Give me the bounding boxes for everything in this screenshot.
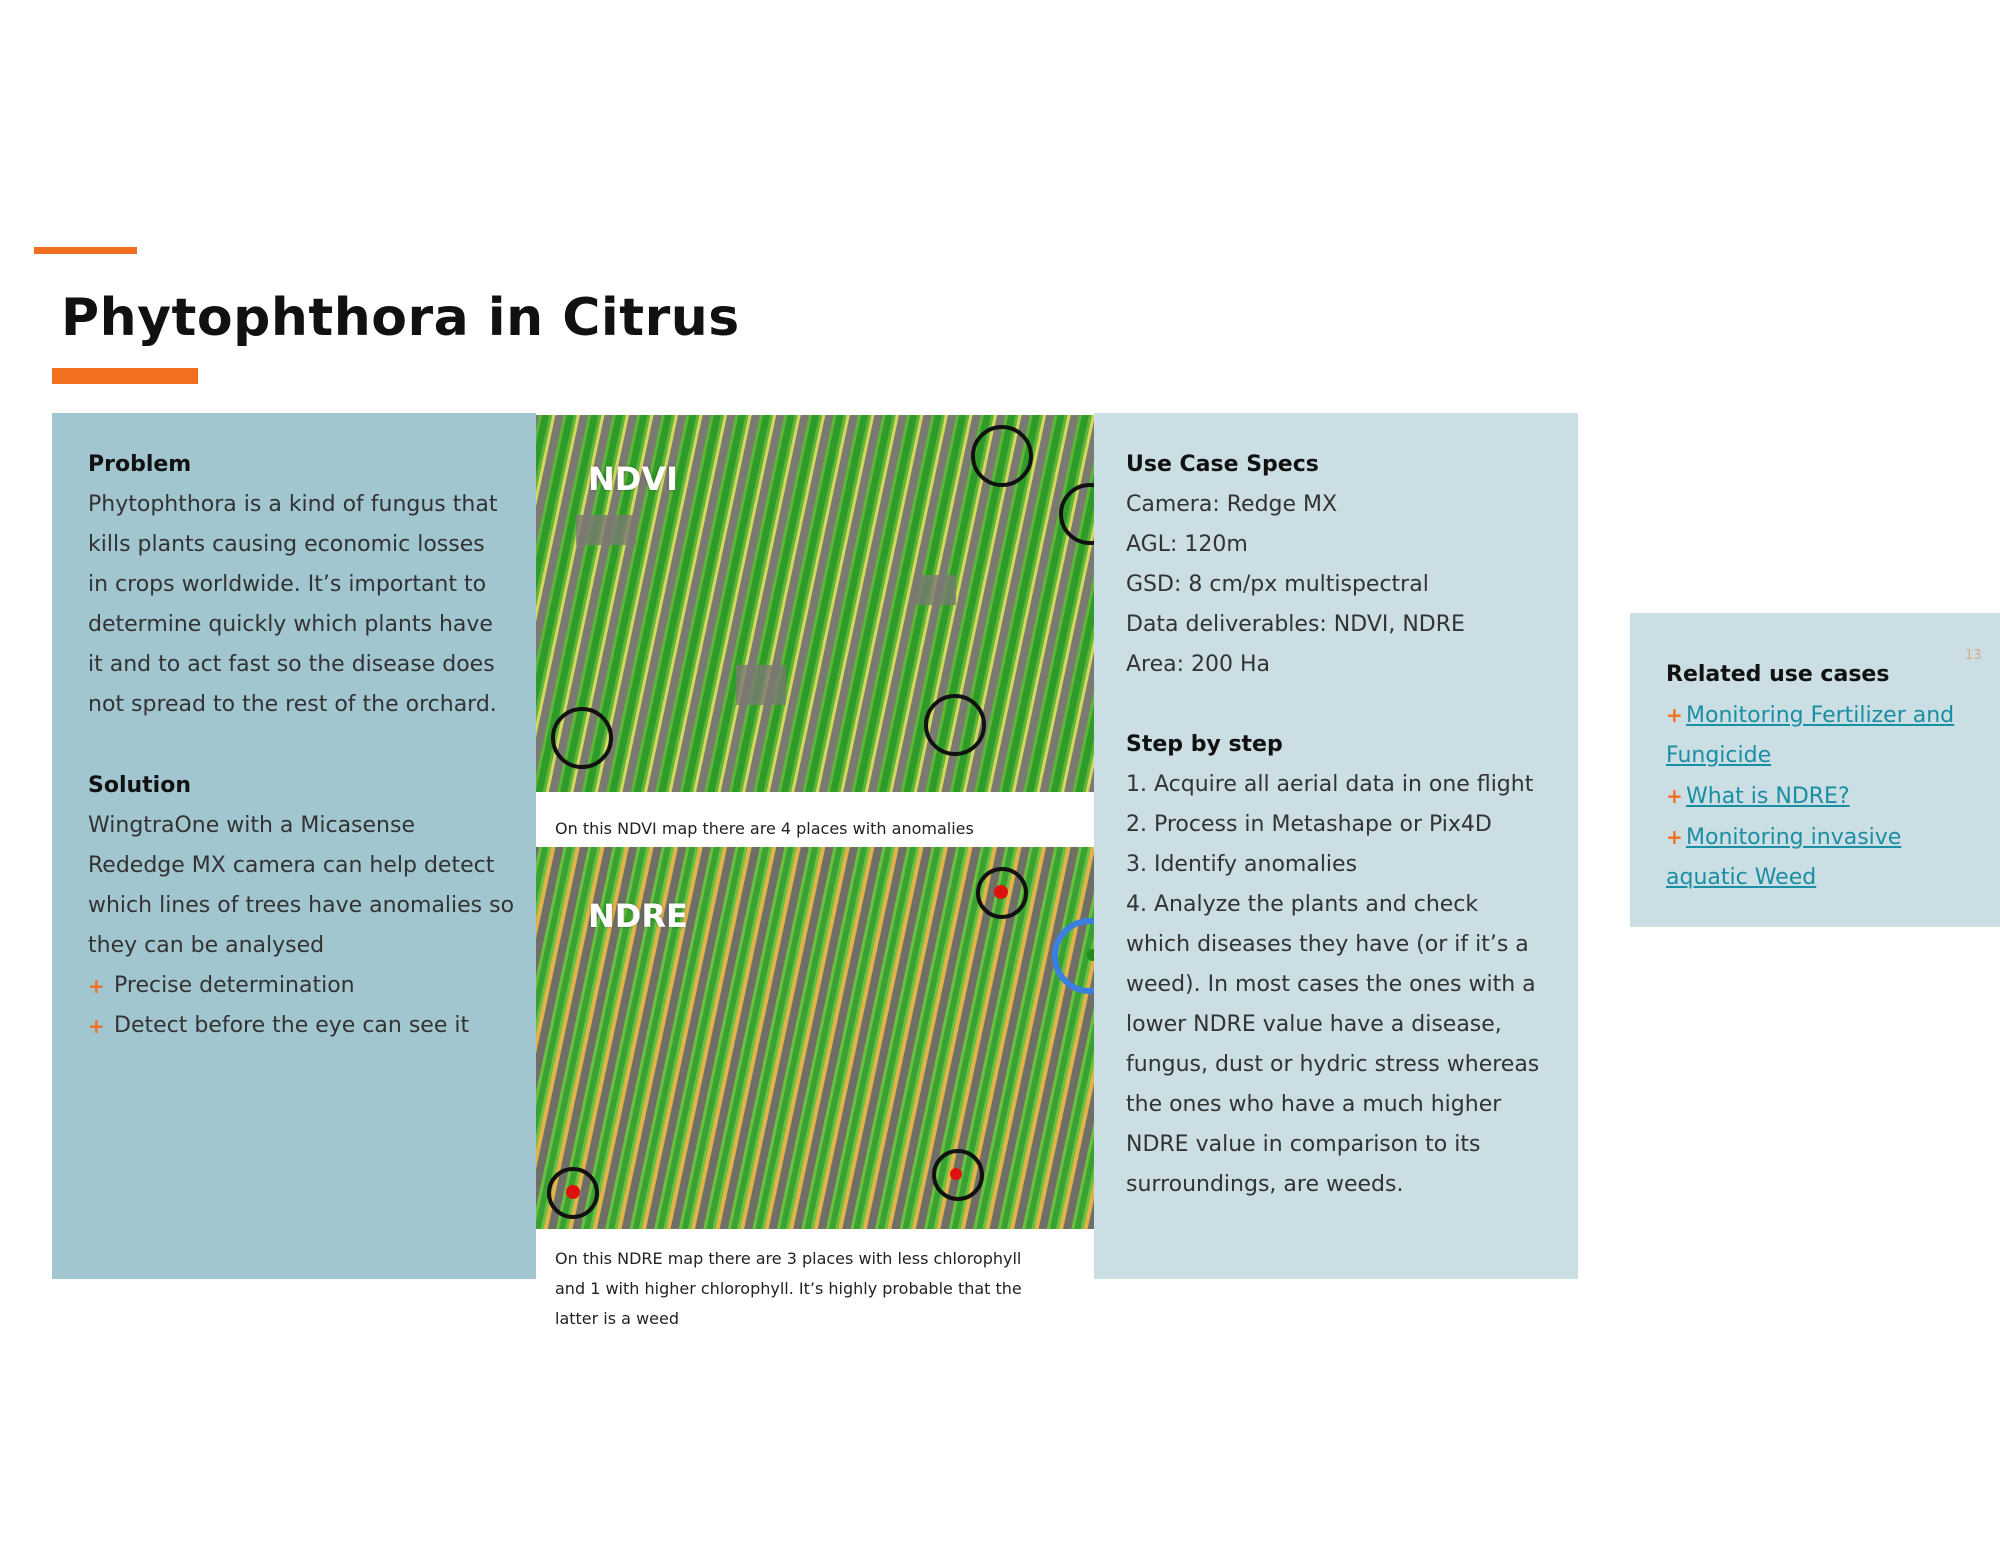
plus-icon: + [1666,784,1683,808]
ndvi-label: NDVI [588,460,679,498]
problem-line: kills plants causing economic losses [88,532,485,557]
ndre-map-image [536,847,1101,1229]
solution-line: they can be analysed [88,933,325,958]
step-line: NDRE value in comparison to its [1126,1132,1481,1157]
step-line: fungus, dust or hydric stress whereas [1126,1052,1540,1077]
steps-heading: Step by step [1126,732,1283,757]
link-text[interactable]: What is NDRE? [1686,784,1850,809]
title-underline-bar [52,368,198,384]
solution-heading: Solution [88,773,191,798]
page-title: Phytophthora in Citrus [61,288,740,348]
problem-line: determine quickly which plants have [88,612,493,637]
step-line: weed). In most cases the ones with a [1126,972,1536,997]
caption-line: and 1 with higher chlorophyll. It’s highly probable that the [555,1279,1022,1298]
problem-text [88,485,528,725]
link-text[interactable]: Monitoring invasive [1686,825,1902,850]
solution-section [88,766,528,1046]
anomaly-circle [971,425,1033,487]
ndvi-map-image [536,415,1101,792]
specs-section [1126,445,1576,685]
spec-line: Data deliverables: NDVI, NDRE [1126,612,1465,637]
step-line: lower NDRE value have a disease, [1126,1012,1502,1037]
plus-icon: + [1666,703,1683,727]
anomaly-circle [924,694,986,756]
page-number: 13 [1965,648,1982,663]
step-line: which diseases they have (or if it’s a [1126,932,1529,957]
problem-line: in crops worldwide. It’s important to [88,572,487,597]
problem-line: Phytophthora is a kind of fungus that [88,492,498,517]
link-text[interactable]: Monitoring Fertilizer and [1686,703,1955,728]
related-section [1666,655,1996,898]
anomaly-circle [932,1149,984,1201]
caption-line: On this NDRE map there are 3 places with less chlorophyll [555,1249,1022,1268]
spec-line: Camera: Redge MX [1126,492,1338,517]
plus-icon: + [1666,825,1683,849]
ndvi-caption: On this NDVI map there are 4 places with anomalies [555,819,974,838]
problem-heading: Problem [88,452,192,477]
step-line: 4. Analyze the plants and check [1126,892,1479,917]
bullet-text: Detect before the eye can see it [114,1013,470,1038]
step-line: 1. Acquire all aerial data in one flight [1126,772,1534,797]
solution-line: which lines of trees have anomalies so [88,893,515,918]
anomaly-circle [551,707,613,769]
plus-icon: + [88,1014,105,1038]
plus-icon: + [88,974,105,998]
step-line: 2. Process in Metashape or Pix4D [1126,812,1492,837]
related-link-3[interactable] [1666,817,1996,898]
spec-line: Area: 200 Ha [1126,652,1271,677]
bullet-text: Precise determination [114,973,355,998]
solution-line: WingtraOne with a Micasense [88,813,415,838]
step-line: the ones who have a much higher [1126,1092,1502,1117]
ndre-label: NDRE [588,897,688,935]
link-text[interactable]: Fungicide [1666,743,1772,768]
anomaly-circle [976,867,1028,919]
problem-section [88,445,528,725]
step-line: 3. Identify anomalies [1126,852,1358,877]
problem-line: it and to act fast so the disease does [88,652,495,677]
ndre-caption [555,1244,1075,1334]
anomaly-circle [547,1167,599,1219]
caption-line: latter is a weed [555,1309,679,1328]
solution-bullet [88,1006,528,1046]
spec-line: AGL: 120m [1126,532,1248,557]
step-line: surroundings, are weeds. [1126,1172,1404,1197]
related-heading: Related use cases [1666,662,1890,687]
problem-line: not spread to the rest of the orchard. [88,692,497,717]
link-text[interactable]: aquatic Weed [1666,865,1817,890]
related-link-1[interactable] [1666,695,1996,776]
solution-bullet [88,966,528,1006]
spec-line: GSD: 8 cm/px multispectral [1126,572,1429,597]
solution-text [88,806,528,966]
steps-section [1126,725,1586,1205]
top-accent-bar [34,247,137,254]
specs-heading: Use Case Specs [1126,452,1319,477]
solution-line: Rededge MX camera can help detect [88,853,495,878]
related-link-2[interactable] [1666,776,1996,817]
